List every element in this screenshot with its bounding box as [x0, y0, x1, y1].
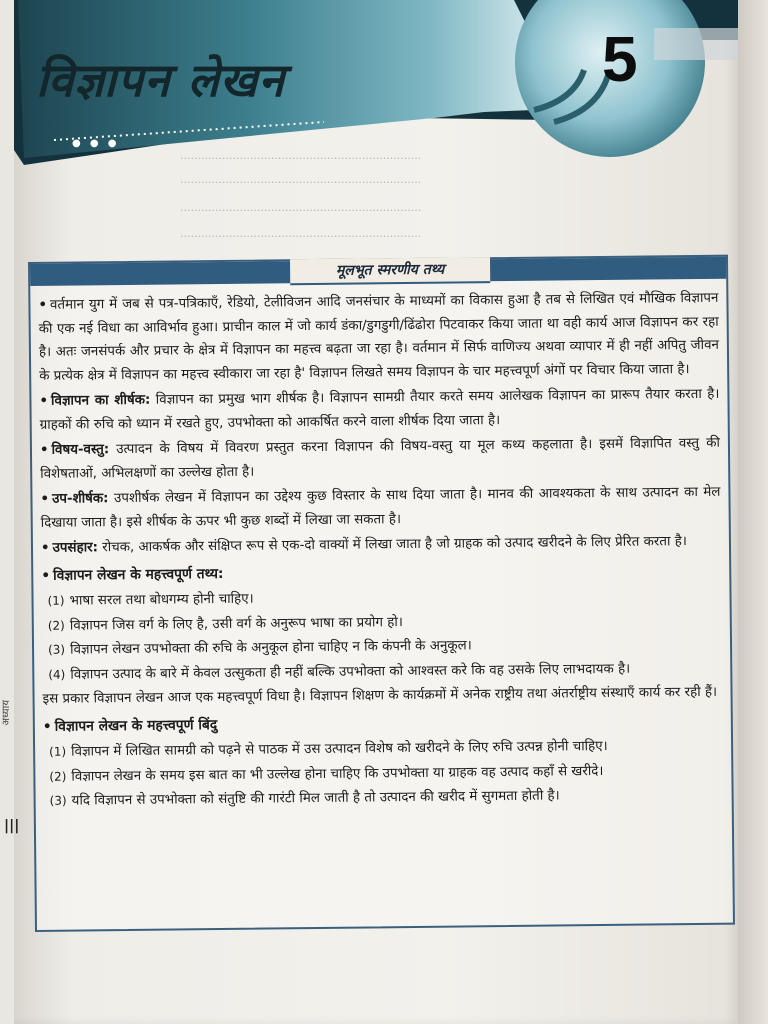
points-heading-text: विज्ञापन लेखन के महत्त्वपूर्ण बिंदु: [54, 716, 218, 735]
item-number: (3): [47, 642, 66, 657]
bullet-icon: •: [40, 540, 50, 556]
item-text: विज्ञापन जिस वर्ग के लिए है, उसी वर्ग के अनुरूप भाषा का प्रयोग हो।: [69, 614, 403, 634]
chapter-number: 5: [602, 23, 638, 95]
item-text: विज्ञापन उत्पाद के बारे में केवल उत्सुकता ही नहीं बल्कि उपभोक्ता को आश्वस्त करे कि वह उसके लिए लाभदायक है।: [70, 661, 631, 683]
facts-conclusion: इस प्रकार विज्ञापन लेखन आज एक महत्त्वपूर्ण विधा है। विज्ञापन शिक्षण के कार्यक्रमों में अनेक राष्ट्रीय तथा अंतर्राष्ट्रीय संस्थाएँ कार्य कर रही हैं।: [42, 684, 718, 707]
facts-heading-text: विज्ञापन लेखन के महत्त्वपूर्ण तथ्य:: [53, 565, 224, 584]
bullet-icon: •: [40, 491, 50, 507]
page-edge: [738, 0, 768, 1024]
bullet-icon: •: [39, 393, 49, 409]
show-through-text: ·····································································: [180, 230, 422, 243]
item-text: विज्ञापन लेखन उपभोक्ता की रुचि के अनुकूल होना चाहिए न कि कंपनी के अनुकूल।: [69, 638, 472, 658]
intro-paragraph: [38, 287, 719, 388]
item-text: विज्ञापन लेखन के समय इस बात का भी उल्लेख होना चाहिए कि उपभोक्ता या ग्राहक वह उत्पाद कहाँ से खरीदे।: [71, 763, 604, 785]
item-number: (1): [49, 744, 67, 759]
intro-text: वर्तमान युग में जब से पत्र-पत्रिकाएँ, रेडियो, टेलीविजन आदि जनसंचार के माध्यमों का विकास हुआ है तब से लिखित एवं मौखिक विज्ञापन की एक नई विधा का आविर्भाव हुआ। प्राचीन काल में जो कार्य डंका/डुगडुगी/ढिंढोरा पिटवाकर किया जाता था वही कार्य आज विज्ञापन कर रहा है। अतः जनसंपर्क और प्रचार के क्षेत्र में विज्ञापन का महत्त्व बढ़ता जा रहा है। वर्तमान में सिर्फ वाणिज्य अथवा व्यापार में ही नहीं अपितु जीवन के प्रत्येक क्षेत्र में विज्ञापन का महत्त्व स्वीकारा जा रहा है' विज्ञापन लिखते समय विज्ञापन के चार महत्त्वपूर्ण अंगों पर विचार किया जाता है।: [38, 290, 719, 384]
margin-marker: |||: [4, 818, 20, 834]
show-through-text: ·····································································: [180, 204, 422, 217]
part-text: उत्पादन के विषय में विवरण प्रस्तुत करना विज्ञापन की विषय-वस्तु या मूल कथ्य कहलाता है। इसमें विज्ञापित वस्तु की विशेषताओं, अभिलक्षणों का उल्लेख होता है।: [40, 435, 721, 482]
bullet-icon: •: [38, 297, 48, 313]
box-title: मूलभूत स्मरणीय तथ्य: [290, 257, 490, 285]
part-item: [40, 481, 720, 535]
item-text: विज्ञापन में लिखित सामग्री को पढ़ने से पाठक में उस उत्पादन विशेष को खरीदने के लिए रुचि उत्पन्न होनी चाहिए।: [71, 738, 608, 760]
bullet-icon: •: [41, 567, 51, 584]
bullet-icon: •: [39, 442, 49, 458]
part-item: [40, 432, 720, 486]
decorative-dots: ● ● ●: [72, 138, 120, 149]
key-facts-box: [28, 255, 735, 932]
chapter-title: विज्ञापन लेखन: [36, 53, 285, 107]
item-number: (3): [49, 793, 67, 808]
bullet-icon: •: [42, 718, 52, 735]
part-text: विज्ञापन का प्रमुख भाग शीर्षक है। विज्ञापन सामग्री तैयार करते समय आलेखक विज्ञापन का प्रारूप तैयार करता है। ग्राहकों की रुचि को ध्यान में रखते हुए, उपभोक्ता को आकर्षित करने वाला शीर्षक दिया जाता है।: [39, 386, 720, 433]
margin-note: अध्याय: [1, 700, 12, 726]
part-term: उप-शीर्षक:: [51, 491, 109, 507]
show-through-text: ·····································································: [180, 176, 422, 189]
show-through-text: ·····································································: [180, 152, 422, 165]
item-number: (4): [48, 667, 66, 682]
item-number: (1): [47, 593, 65, 608]
chapter-banner: [14, 0, 738, 170]
part-term: विज्ञापन का शीर्षक:: [50, 392, 151, 409]
item-text: भाषा सरल तथा बोधगम्य होनी चाहिए।: [69, 591, 254, 609]
part-text: रोचक, आकर्षक और संक्षिप्त रूप से एक-दो वाक्यों में लिखा जाता है जो ग्राहक को उत्पाद खरीदने के लिए प्रेरित करता है।: [97, 534, 687, 556]
part-item: [41, 530, 721, 561]
item-number: (2): [47, 618, 65, 633]
box-body: [38, 287, 723, 815]
part-term: विषय-वस्तु:: [51, 442, 110, 458]
part-text: उपशीर्षक लेखन में विज्ञापन का उद्देश्य कुछ विस्तार के साथ दिया जाता है। मानव की आवश्यकता के साथ उत्पादन का मेल दिखाया जाता है। इसे शीर्षक के ऊपर भी कुछ शब्दों में लिखा जा सकता है।: [40, 484, 721, 531]
item-text: यदि विज्ञापन से उपभोक्ता को संतुष्टि की गारंटी मिल जाती है तो उत्पादन की खरीद में सुगमता होती है।: [71, 788, 560, 809]
part-item: [39, 383, 719, 437]
item-number: (2): [49, 769, 67, 784]
part-term: उपसंहार:: [52, 540, 99, 556]
